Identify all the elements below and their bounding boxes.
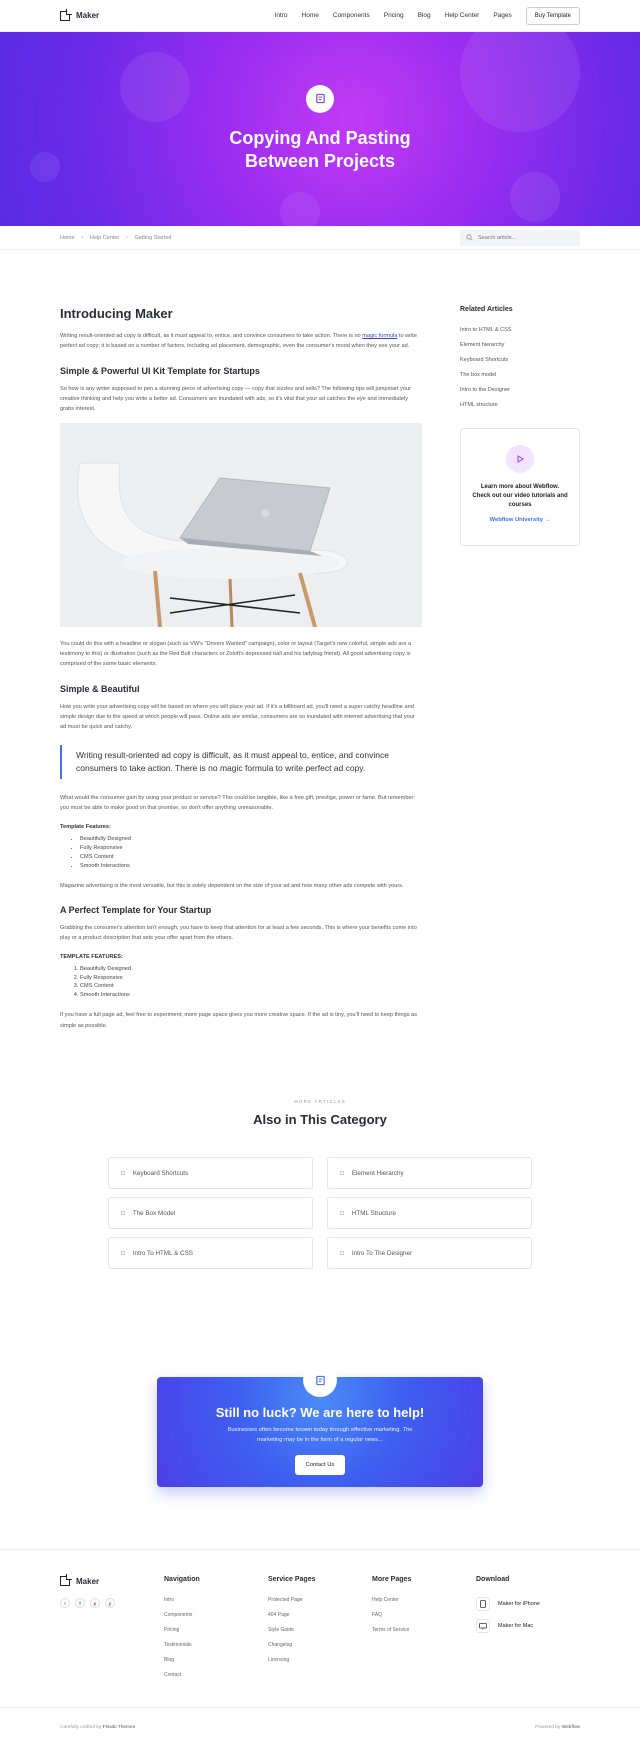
cta-title: Still no luck? We are here to help! bbox=[215, 1405, 425, 1421]
chair-laptop-illustration bbox=[60, 423, 422, 627]
breadcrumb-home[interactable]: Home bbox=[60, 234, 75, 241]
footer-navigation-column bbox=[164, 1576, 268, 1687]
footer-link[interactable]: Protected Page bbox=[268, 1597, 303, 1604]
footer bbox=[0, 1549, 640, 1747]
footer-link[interactable]: Licensing bbox=[268, 1657, 290, 1664]
article-paragraph bbox=[60, 331, 422, 352]
hero-banner bbox=[0, 32, 640, 226]
article-paragraph: What would the consumer gain by using your product or service? This could be tangible, like a free gift, prestige, power or fame. But remember: you must be able to make good on that promise, so don't offer anything unreasonable. bbox=[60, 795, 415, 812]
list-item: 2. Fully Responsive bbox=[80, 974, 422, 983]
nav-link-intro[interactable]: Intro bbox=[274, 12, 288, 19]
breadcrumb-separator-icon: > bbox=[125, 234, 129, 241]
hero-bubble bbox=[120, 52, 190, 122]
paragraph-text: Writing result-oriented ad copy is difficult, as it must appeal to, entice, and convince consumers to take action. There is no bbox=[60, 333, 363, 339]
article-card-label: HTML Structure bbox=[351, 1209, 397, 1217]
credit-text bbox=[60, 1725, 135, 1730]
list-item: 3. CMS Content bbox=[80, 982, 422, 991]
nav-links bbox=[275, 7, 580, 25]
laptop-on-chair-image bbox=[60, 423, 422, 627]
features-numbered-list bbox=[60, 965, 422, 1001]
footer-link[interactable]: Changelog bbox=[268, 1642, 293, 1649]
cta-text: Businesses often become known today through effective marketing. The marketing may be in the form of a regular news... bbox=[227, 1427, 413, 1443]
footer-link[interactable]: Terms of Service bbox=[372, 1627, 410, 1634]
search-box[interactable] bbox=[460, 230, 580, 246]
play-icon[interactable] bbox=[506, 445, 534, 473]
list-item: • Fully Responsive bbox=[80, 844, 422, 853]
page-title: Copying And Pasting Between Projects bbox=[229, 127, 411, 171]
youtube-icon[interactable]: y bbox=[105, 1598, 115, 1608]
list-item: 4. Smooth Interactions bbox=[80, 991, 422, 1000]
document-icon: □ bbox=[340, 1209, 344, 1217]
document-icon bbox=[306, 85, 334, 113]
related-link-html-structure[interactable]: HTML structure bbox=[460, 402, 498, 408]
nav-link-help-center[interactable]: Help Center bbox=[444, 12, 480, 19]
footer-download-column bbox=[476, 1576, 580, 1687]
pinterest-icon[interactable]: p bbox=[90, 1598, 100, 1608]
webflow-promo-card bbox=[460, 428, 580, 546]
footer-column-title: Service Pages bbox=[268, 1576, 316, 1584]
contact-us-button[interactable]: Contact Us bbox=[295, 1455, 346, 1475]
list-item: 1. Beautifully Designed bbox=[80, 965, 422, 974]
article-card[interactable] bbox=[327, 1197, 532, 1229]
article-paragraph: Magazine advertising is the most versatile, but this is solely dependent on the size of your ad and how many other ads compete with yours. bbox=[60, 882, 404, 889]
features-bullet-list bbox=[60, 835, 422, 871]
footer-link[interactable]: Components bbox=[164, 1612, 193, 1619]
paragraph-text: to write perfect ad copy; it is based on a number of factors, including ad placement, demographic, even the consumer's mood when they see your ad. bbox=[60, 333, 417, 350]
footer-column-title: Navigation bbox=[164, 1576, 200, 1584]
footer-bottom-bar bbox=[0, 1707, 640, 1747]
footer-link[interactable]: Testimonials bbox=[164, 1642, 192, 1649]
section-heading: A Perfect Template for Your Startup bbox=[60, 904, 212, 915]
footer-link[interactable]: FAQ bbox=[372, 1612, 383, 1619]
related-link-element-hierarchy[interactable]: Element hierarchy bbox=[460, 342, 505, 348]
pull-quote: Writing result-oriented ad copy is difficult, as it must appeal to, entice, and convince consumers to take action. There is no magic formula to write perfect ad copy. bbox=[60, 745, 422, 779]
footer-link[interactable]: Contact bbox=[164, 1672, 182, 1679]
footer-columns bbox=[0, 1549, 640, 1687]
article-card[interactable] bbox=[327, 1157, 532, 1189]
footer-link[interactable]: Intro bbox=[164, 1597, 175, 1604]
search-icon bbox=[466, 234, 473, 241]
webflow-university-link[interactable]: Webflow University → bbox=[489, 517, 551, 523]
related-link-box-model[interactable]: The box model bbox=[460, 372, 497, 378]
article-card-label: Element Hierarchy bbox=[351, 1169, 404, 1177]
hero-bubble bbox=[460, 32, 580, 132]
article-card[interactable] bbox=[108, 1237, 313, 1269]
webflow-link[interactable]: Webflow bbox=[561, 1725, 580, 1731]
features-label: Template Features: bbox=[60, 823, 111, 830]
download-iphone-link[interactable] bbox=[476, 1597, 580, 1611]
breadcrumb bbox=[60, 235, 171, 241]
article-card-label: Keyboard Shortcuts bbox=[132, 1169, 189, 1177]
article-paragraph: So how is any writer supposed to pen a stunning piece of advertising copy — copy that sizzles and sells? The following tips will jumpstart your creative thinking and help you write a better ad. Consumers are inundated with ads, so it's vital that your ad catches the eye and immediately grabs interest. bbox=[60, 385, 411, 413]
footer-link[interactable]: Pricing bbox=[164, 1627, 180, 1634]
article-paragraph: How you write your advertising copy will be based on where you will place your ad. If it's a billboard ad, you'll need a super catchy headline and simple design due to the speed at which people will pass. Online ads are similar, consumers are so inundated with internet advertising that your ad must be quick and catchy. bbox=[60, 703, 415, 731]
document-icon: □ bbox=[121, 1209, 125, 1217]
search-input[interactable] bbox=[478, 235, 568, 241]
brand-name: Maker bbox=[76, 11, 100, 20]
document-icon: □ bbox=[340, 1249, 344, 1257]
nav-link-components[interactable]: Components bbox=[332, 12, 370, 19]
brand-logo[interactable] bbox=[60, 11, 99, 21]
nav-link-blog[interactable]: Blog bbox=[417, 12, 431, 19]
help-document-icon bbox=[303, 1363, 337, 1397]
footer-link[interactable]: Help Center bbox=[372, 1597, 399, 1604]
article-card[interactable] bbox=[108, 1197, 313, 1229]
footer-more-pages-column bbox=[372, 1576, 476, 1687]
breadcrumb-bar bbox=[0, 226, 640, 250]
document-icon: □ bbox=[340, 1169, 344, 1177]
powered-by-text bbox=[535, 1725, 580, 1730]
footer-link[interactable]: Blog bbox=[164, 1657, 175, 1664]
more-articles-grid bbox=[0, 1157, 640, 1269]
maker-logo-icon bbox=[60, 11, 70, 21]
promo-text: Learn more about Webflow. Check out our video tutorials and courses bbox=[472, 484, 568, 508]
credit-prefix: Carefully crafted by bbox=[60, 1725, 103, 1731]
powered-prefix: Powered by bbox=[535, 1725, 562, 1731]
related-articles-title: Related Articles bbox=[460, 306, 513, 313]
article-layout bbox=[0, 250, 640, 1039]
article-card-label: Intro To HTML & CSS bbox=[132, 1249, 194, 1257]
related-link-html-css[interactable]: Intro to HTML & CSS bbox=[460, 327, 512, 333]
breadcrumb-separator-icon: > bbox=[80, 234, 84, 241]
breadcrumb-getting-started[interactable]: Getting Started bbox=[134, 234, 172, 241]
footer-brand-column bbox=[60, 1576, 164, 1687]
download-label: Maker for Mac bbox=[498, 1623, 534, 1630]
footer-column-title: More Pages bbox=[372, 1576, 412, 1584]
footer-brand-name: Maker bbox=[76, 1576, 100, 1586]
hero-bubble bbox=[30, 152, 60, 182]
help-cta-wrapper bbox=[157, 1377, 483, 1487]
twitter-icon[interactable]: t bbox=[60, 1598, 70, 1608]
article-card[interactable] bbox=[108, 1157, 313, 1189]
facebook-icon[interactable]: f bbox=[75, 1598, 85, 1608]
footer-logo[interactable] bbox=[60, 1576, 164, 1586]
article-card-label: The Box Model bbox=[132, 1209, 176, 1217]
footer-service-pages-column bbox=[268, 1576, 372, 1687]
section-heading: Simple & Powerful UI Kit Template for Startups bbox=[60, 365, 260, 376]
breadcrumb-help-center[interactable]: Help Center bbox=[89, 234, 120, 241]
article-paragraph: Grabbing the consumer's attention isn't enough; you have to keep that attention for at least a few seconds. This is where your benefits come into play or a product description that sets your offer apart from the others. bbox=[60, 924, 417, 942]
footer-link[interactable]: 404 Page bbox=[268, 1612, 290, 1619]
desktop-icon bbox=[476, 1619, 490, 1633]
download-label: Maker for iPhone bbox=[498, 1601, 540, 1608]
list-item: • Beautifully Designed bbox=[80, 835, 422, 844]
sidebar bbox=[460, 306, 580, 1039]
more-articles-section bbox=[0, 1039, 640, 1269]
document-icon: □ bbox=[121, 1169, 125, 1177]
section-heading: Simple & Beautiful bbox=[60, 683, 140, 694]
magic-formula-link[interactable]: magic formula bbox=[362, 333, 398, 339]
article-paragraph: You could do this with a headline or slogan (such as VW's "Drivers Wanted" campaign), color or layout (Target's new colorful, simple ads are a testimony to this) or illustration (such as the Red Bull characters or Zoloft's depressed ball and his ladybug friend). All good advertising copy is comprised of the same basic elements. bbox=[60, 640, 412, 668]
list-item: • Smooth Interactions bbox=[80, 862, 422, 871]
hero-bubble bbox=[510, 172, 560, 222]
nav-link-home[interactable]: Home bbox=[301, 12, 319, 19]
article-paragraph: If you have a full page ad, feel free to experiment; more page space gives you more creative space. If the ad is tiny, you'll need to keep things as simple as possible. bbox=[60, 1012, 417, 1029]
maker-logo-icon bbox=[60, 1576, 70, 1586]
footer-link[interactable]: Style Guide bbox=[268, 1627, 294, 1634]
article-heading: Introducing Maker bbox=[60, 306, 173, 321]
list-item: • CMS Content bbox=[80, 853, 422, 862]
top-navbar bbox=[0, 0, 640, 32]
article-card[interactable] bbox=[327, 1237, 532, 1269]
related-link-keyboard-shortcuts[interactable]: Keyboard Shortcuts bbox=[460, 357, 509, 363]
more-articles-eyebrow: MORE ARTICLES bbox=[293, 1099, 347, 1105]
footer-column-title: Download bbox=[476, 1576, 510, 1584]
features-label: TEMPLATE FEATURES: bbox=[60, 953, 123, 960]
hero-bubble bbox=[280, 192, 320, 226]
document-icon: □ bbox=[121, 1249, 125, 1257]
social-links bbox=[60, 1598, 164, 1608]
buy-template-button[interactable]: Buy Template bbox=[526, 7, 580, 25]
article-card-label: Intro To The Designer bbox=[351, 1249, 413, 1257]
nav-link-pages[interactable]: Pages bbox=[493, 12, 512, 19]
flowbi-themes-link[interactable]: Flowbi Themes bbox=[102, 1725, 136, 1731]
more-articles-title: Also in This Category bbox=[253, 1112, 387, 1128]
download-mac-link[interactable] bbox=[476, 1619, 580, 1633]
article-body bbox=[60, 306, 422, 1039]
related-link-intro-designer[interactable]: Intro to the Designer bbox=[460, 387, 510, 393]
nav-link-pricing[interactable]: Pricing bbox=[383, 12, 404, 19]
phone-icon bbox=[476, 1597, 490, 1611]
